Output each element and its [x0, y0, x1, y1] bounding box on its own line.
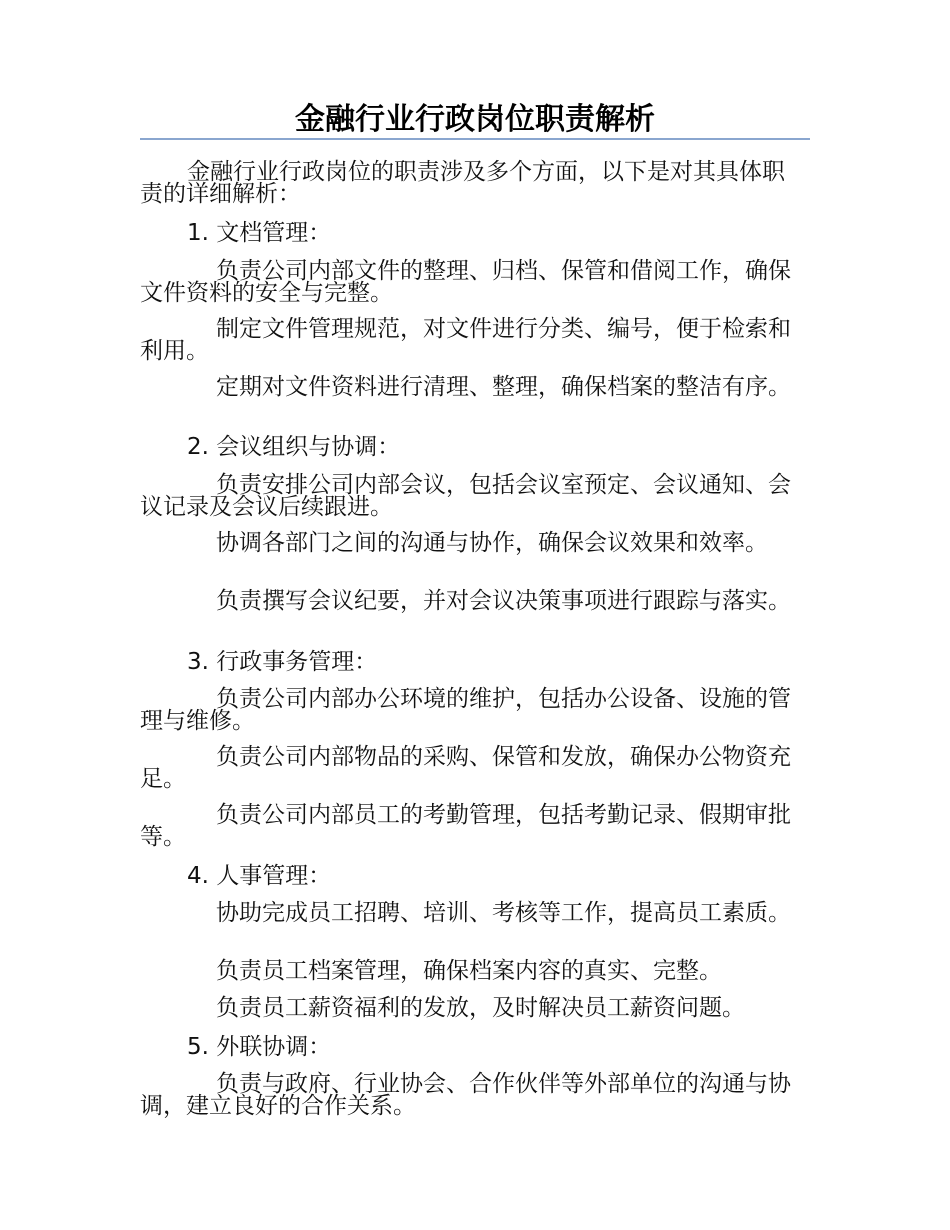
section-heading-2: 2. 会议组织与协调：	[187, 434, 401, 460]
section-1-item-1: 负责公司内部文件的整理、归档、保管和借阅工作，确保文件资料的安全与完整。	[140, 258, 791, 306]
section-2-item-1: 负责安排公司内部会议，包括会议室预定、会议通知、会议记录及会议后续跟进。	[140, 472, 791, 520]
section-heading-5: 5. 外联协调：	[187, 1034, 332, 1060]
section-3-item-2: 负责公司内部物品的采购、保管和发放，确保办公物资充足。	[140, 744, 791, 792]
section-4-item-1: 协助完成员工招聘、培训、考核等工作，提高员工素质。	[216, 900, 791, 926]
section-1-item-3: 定期对文件资料进行清理、整理，确保档案的整洁有序。	[216, 374, 791, 400]
section-2-item-3: 负责撰写会议纪要，并对会议决策事项进行跟踪与落实。	[216, 588, 791, 614]
section-1-item-2: 制定文件管理规范，对文件进行分类、编号，便于检索和利用。	[140, 316, 791, 364]
document-title: 金融行业行政岗位职责解析	[295, 102, 655, 137]
section-heading-4: 4. 人事管理：	[187, 863, 332, 889]
section-heading-3: 3. 行政事务管理：	[187, 649, 378, 675]
intro-paragraph: 金融行业行政岗位的职责涉及多个方面，以下是对其具体职责的详细解析：	[140, 159, 785, 207]
section-2-item-2: 协调各部门之间的沟通与协作，确保会议效果和效率。	[216, 530, 768, 556]
section-3-item-1: 负责公司内部办公环境的维护，包括办公设备、设施的管理与维修。	[140, 686, 791, 734]
section-3-item-3: 负责公司内部员工的考勤管理，包括考勤记录、假期审批等。	[140, 802, 791, 850]
section-heading-1: 1. 文档管理：	[187, 220, 332, 246]
section-4-item-3: 负责员工薪资福利的发放，及时解决员工薪资问题。	[216, 995, 745, 1021]
title-underline	[140, 138, 810, 140]
section-5-item-1: 负责与政府、行业协会、合作伙伴等外部单位的沟通与协调，建立良好的合作关系。	[140, 1071, 791, 1119]
section-4-item-2: 负责员工档案管理，确保档案内容的真实、完整。	[216, 958, 722, 984]
